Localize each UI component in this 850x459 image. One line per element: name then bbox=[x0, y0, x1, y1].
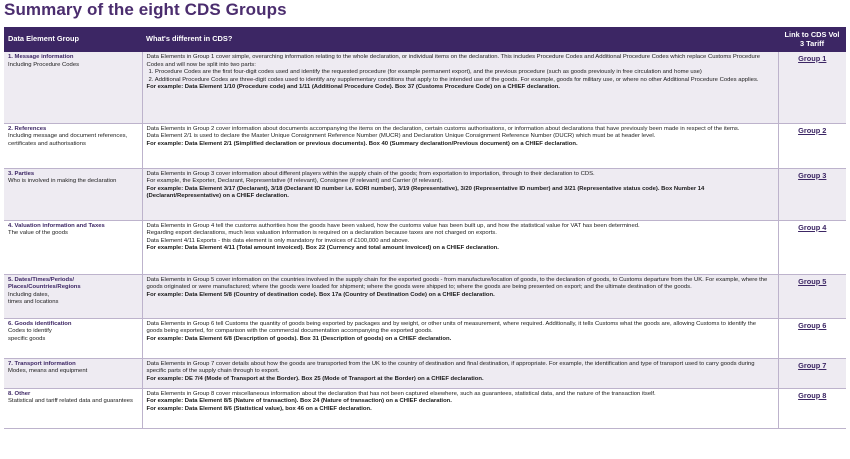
description-paragraph: Data Elements in Group 1 cover simple, overarching information relating to the whole declaration, or individual items on the declaration. This includes Procedure Codes and Additional Procedure Codes which replace Customs Procedure Codes and will now be split into two parts: bbox=[146, 54, 761, 68]
group-name: 6. Goods identification bbox=[8, 320, 72, 327]
cds-groups-table bbox=[4, 27, 846, 429]
table-header-row bbox=[4, 27, 846, 52]
header-diff: What's different in CDS? bbox=[142, 27, 778, 52]
group-cell bbox=[4, 52, 142, 123]
group-link[interactable]: Group 5 bbox=[798, 276, 827, 286]
example-text: For example: Data Element 2/1 (Simplified declaration or previous documents). Box 40 (Summary declaration/Previous document) on a CHIEF declaration. bbox=[146, 140, 578, 147]
group-cell bbox=[4, 123, 142, 168]
group-name: 8. Other bbox=[8, 390, 31, 397]
description-paragraph: Data Elements in Group 3 cover information about different players within the supply chain of the goods; from exportation to importation, through to their declaration to CDS. bbox=[146, 170, 595, 177]
group-link[interactable]: Group 4 bbox=[798, 222, 827, 232]
group-link[interactable]: Group 2 bbox=[798, 125, 827, 135]
description-list-item: 1. Procedure Codes are the first four-digit codes used and identify the requested procedure (for example permanent export), and the previous procedure (such as goods previously in free circulation and home use) bbox=[148, 69, 702, 75]
group-link[interactable]: Group 7 bbox=[798, 360, 827, 370]
example-text: For example: DE 7/4 (Mode of Transport at the Border). Box 25 (Mode of Transport at the Border) on a CHIEF declaration. bbox=[146, 375, 484, 382]
group-name: 1. Message information bbox=[8, 54, 74, 60]
link-cell bbox=[778, 358, 846, 388]
description-cell bbox=[142, 168, 778, 220]
example-text: For example: Data Element 5/8 (Country of destination code). Box 17a (Country of Destination Code) on a CHIEF declaration. bbox=[146, 291, 495, 298]
description-cell bbox=[142, 358, 778, 388]
group-link[interactable]: Group 3 bbox=[798, 170, 827, 180]
header-group: Data Element Group bbox=[4, 27, 142, 52]
link-cell bbox=[778, 388, 846, 428]
group-cell bbox=[4, 274, 142, 318]
description-paragraph: Data Elements in Group 8 cover miscellaneous information about the declaration that has not been captured elsewhere, such as guarantees, statistical data, and the nature of the transaction itself. bbox=[146, 390, 656, 397]
description-paragraph: For example, the Exporter, Declarant, Representative (if relevant), Consignee (if relevant) and Carrier (if relevant). bbox=[146, 178, 444, 184]
link-cell bbox=[778, 52, 846, 123]
page-title: Summary of the eight CDS Groups bbox=[4, 0, 287, 19]
link-cell bbox=[778, 168, 846, 220]
example-text: For example: Data Element 6/8 (Description of goods). Box 31 (Description of goods) on a CHIEF declaration. bbox=[146, 335, 452, 342]
link-cell bbox=[778, 318, 846, 358]
group-subtitle: Codes to identify specific goods bbox=[8, 328, 52, 342]
group-cell bbox=[4, 358, 142, 388]
table-row bbox=[4, 388, 846, 428]
group-subtitle: Including dates, times and locations bbox=[8, 291, 59, 305]
description-paragraph: Regarding export declarations, much less valuation information is required on a declaration because taxes are not charged on exports. bbox=[146, 230, 497, 236]
link-cell bbox=[778, 220, 846, 274]
header-link: Link to CDS Vol 3 Tariff bbox=[778, 27, 846, 52]
description-paragraph: Data Element 2/1 is used to declare the Master Unique Consignment Reference Number (MUCR) and Declaration Unique Consignment Reference Number (DUCR) which must be at header level. bbox=[146, 133, 656, 139]
link-cell bbox=[778, 274, 846, 318]
group-link[interactable]: Group 1 bbox=[798, 54, 827, 63]
table-row bbox=[4, 274, 846, 318]
table-row bbox=[4, 358, 846, 388]
example-text: For example: Data Element 4/11 (Total amount invoiced). Box 22 (Currency and total amount invoiced) on a CHIEF declaration. bbox=[146, 245, 499, 251]
table-row bbox=[4, 220, 846, 274]
example-text: For example: Data Element 3/17 (Declarant), 3/18 (Declarant ID number i.e. EORI number), 3/19 (Representative), 3/20 (Representative ID number) and 3/21 (Representative status code). Box Number 14 (Declarant/Representative) on a CHIEF declaration. bbox=[146, 185, 705, 199]
group-cell bbox=[4, 168, 142, 220]
description-paragraph: Data Elements in Group 7 cover details about how the goods are transported from the UK to the country of destination and final destination, if appropriate. For example, the identification and type of transport used to carry goods during specific parts of the supply chain through to export. bbox=[146, 360, 755, 374]
example-text: For example: Data Element 8/5 (Nature of transaction). Box 24 (Nature of transaction) on a CHIEF declaration. bbox=[146, 398, 452, 404]
group-subtitle: Including Procedure Codes bbox=[8, 61, 80, 68]
group-subtitle: The value of the goods bbox=[8, 230, 68, 236]
table-row bbox=[4, 168, 846, 220]
link-cell bbox=[778, 123, 846, 168]
description-paragraph: Data Elements in Group 5 cover information on the countries involved in the supply chain for the exported goods - from manufacture/location of goods, to the declaration of goods, to Customs departure from the UK. For example, where the goods originated or were manufactured; where the goods were loaded for shipment; where the goods were shipped to; where the goods are being presented on export; and the ultimate destination of the goods. bbox=[146, 276, 768, 290]
group-subtitle: Statistical and tariff related data and guarantees bbox=[8, 398, 133, 404]
group-link[interactable]: Group 6 bbox=[798, 320, 827, 330]
description-cell bbox=[142, 318, 778, 358]
group-name: 5. Dates/Times/Periods/ Places/Countries/Regions bbox=[8, 276, 81, 290]
description-list-item: 2. Additional Procedure Codes are three-digit codes used to identify any supplementary conditions that apply to the intended use of the goods. For example, goods for military use, or where no other Additional Procedure Codes applies. bbox=[148, 76, 759, 83]
table-row bbox=[4, 318, 846, 358]
group-cell bbox=[4, 220, 142, 274]
description-paragraph: Data Elements in Group 2 cover information about documents accompanying the items on the declaration, certain customs authorisations, or information about declarations that have previously been made in respect of the items. bbox=[146, 125, 740, 132]
description-cell bbox=[142, 123, 778, 168]
group-subtitle: Who is involved in making the declaration bbox=[8, 178, 117, 184]
group-name: 4. Valuation information and Taxes bbox=[8, 222, 105, 229]
example-text: For example: Data Element 1/10 (Procedure code) and 1/11 (Additional Procedure Code). Box 37 (Customs Procedure Code) on a CHIEF declaration. bbox=[146, 84, 560, 90]
group-name: 2. References bbox=[8, 125, 47, 132]
description-paragraph: Data Element 4/11 Exports - this data element is only mandatory for invoices of £100,000 and above. bbox=[146, 237, 410, 244]
group-subtitle: Including message and document references, certificates and authorisations bbox=[8, 133, 128, 147]
group-name: 7. Transport information bbox=[8, 360, 76, 367]
description-paragraph: Data Elements in Group 6 tell Customs the quantity of goods being exported by packages and by weight, or other units of measurement, where required. Additionally, it tells Customs what the goods are, allowing Customs to identify the goods being exported, for comparison with the commercial documentation accompanying the exported goods. bbox=[146, 320, 757, 334]
group-link[interactable]: Group 8 bbox=[798, 390, 827, 400]
group-cell bbox=[4, 388, 142, 428]
description-paragraph: Data Elements in Group 4 tell the customs authorities how the goods have been valued, how the customs value has been built up, and how the statistical value for VAT has been determined. bbox=[146, 222, 640, 229]
table-row bbox=[4, 52, 846, 123]
description-cell bbox=[142, 52, 778, 123]
group-name: 3. Parties bbox=[8, 170, 35, 177]
description-cell bbox=[142, 388, 778, 428]
description-cell bbox=[142, 220, 778, 274]
group-cell bbox=[4, 318, 142, 358]
table-row bbox=[4, 123, 846, 168]
description-cell bbox=[142, 274, 778, 318]
group-subtitle: Modes, means and equipment bbox=[8, 368, 88, 374]
example-text: For example: Data Element 8/6 (Statistical value), box 46 on a CHIEF declaration. bbox=[146, 405, 372, 412]
